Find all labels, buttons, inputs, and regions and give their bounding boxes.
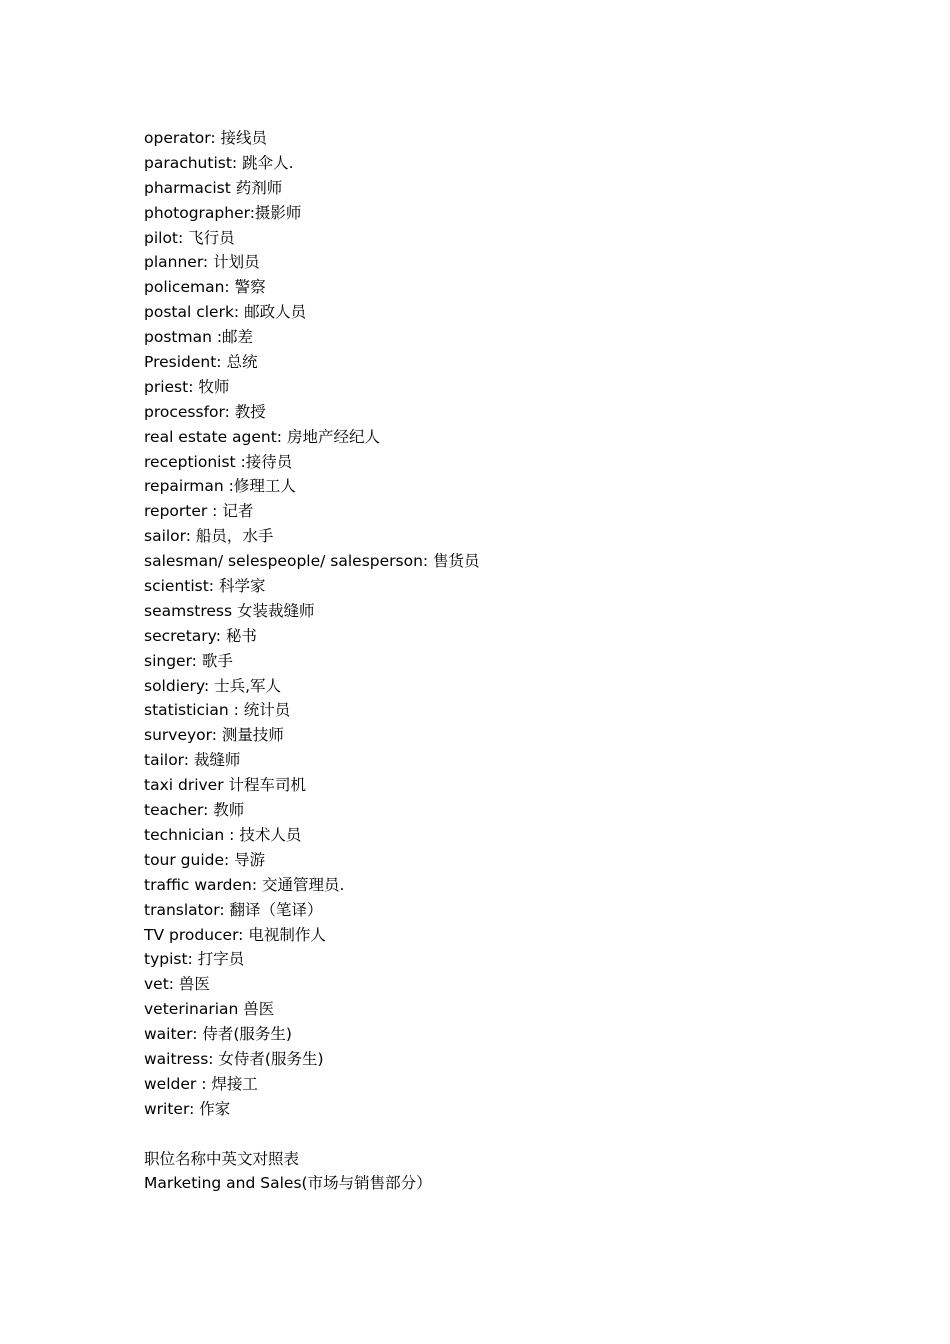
section-subtitle: Marketing and Sales(市场与销售部分） — [144, 1174, 432, 1193]
occupation-entry: postman :邮差 — [144, 328, 254, 347]
occupation-entry: salesman/ selespeople/ salesperson: 售货员 — [144, 552, 480, 571]
occupation-entry: translator: 翻译（笔译） — [144, 900, 323, 919]
occupation-entry: President: 总统 — [144, 353, 258, 372]
occupation-entry: priest: 牧师 — [144, 377, 230, 396]
occupation-entry: repairman :修理工人 — [144, 477, 296, 496]
occupation-entry: waiter: 侍者(服务生) — [144, 1025, 292, 1044]
occupation-entry: scientist: 科学家 — [144, 577, 266, 596]
occupation-entry: typist: 打字员 — [144, 950, 245, 969]
occupation-entry: receptionist :接待员 — [144, 452, 293, 471]
occupation-list — [144, 126, 864, 1122]
occupation-entry: tour guide: 导游 — [144, 850, 266, 869]
blank-line — [144, 1122, 864, 1147]
occupation-entry: vet: 兽医 — [144, 975, 210, 994]
occupation-entry: planner: 计划员 — [144, 253, 260, 272]
section-title: 职位名称中英文对照表 — [144, 1149, 300, 1168]
occupation-entry: secretary: 秘书 — [144, 626, 257, 645]
occupation-entry: pharmacist 药剂师 — [144, 178, 283, 197]
occupation-entry: pilot: 飞行员 — [144, 228, 235, 247]
occupation-entry: singer: 歌手 — [144, 651, 233, 670]
occupation-entry: writer: 作家 — [144, 1099, 231, 1118]
occupation-entry: veterinarian 兽医 — [144, 1000, 275, 1019]
document-body — [144, 126, 864, 1196]
occupation-entry: TV producer: 电视制作人 — [144, 925, 326, 944]
occupation-entry: surveyor: 测量技师 — [144, 726, 284, 745]
occupation-entry: statistician : 统计员 — [144, 701, 291, 720]
occupation-entry: teacher: 教师 — [144, 801, 245, 820]
occupation-entry: operator: 接线员 — [144, 129, 268, 147]
occupation-entry: seamstress 女装裁缝师 — [144, 601, 315, 620]
occupation-entry: policeman: 警察 — [144, 278, 266, 297]
occupation-entry: soldiery: 士兵,军人 — [144, 676, 282, 695]
occupation-entry: waitress: 女侍者(服务生) — [144, 1049, 324, 1068]
occupation-entry: real estate agent: 房地产经纪人 — [144, 427, 380, 446]
occupation-entry: processfor: 教授 — [144, 402, 266, 421]
occupation-entry: parachutist: 跳伞人. — [144, 153, 294, 172]
occupation-entry: reporter : 记者 — [144, 502, 254, 521]
occupation-entry: welder : 焊接工 — [144, 1074, 258, 1093]
occupation-entry: traffic warden: 交通管理员. — [144, 875, 345, 894]
occupation-entry: postal clerk: 邮政人员 — [144, 303, 307, 322]
occupation-entry: photographer:摄影师 — [144, 203, 302, 222]
occupation-entry: tailor: 裁缝师 — [144, 751, 241, 770]
occupation-entry: sailor: 船员，水手 — [144, 527, 274, 546]
occupation-entry: technician : 技术人员 — [144, 825, 302, 844]
occupation-entry: taxi driver 计程车司机 — [144, 776, 307, 795]
